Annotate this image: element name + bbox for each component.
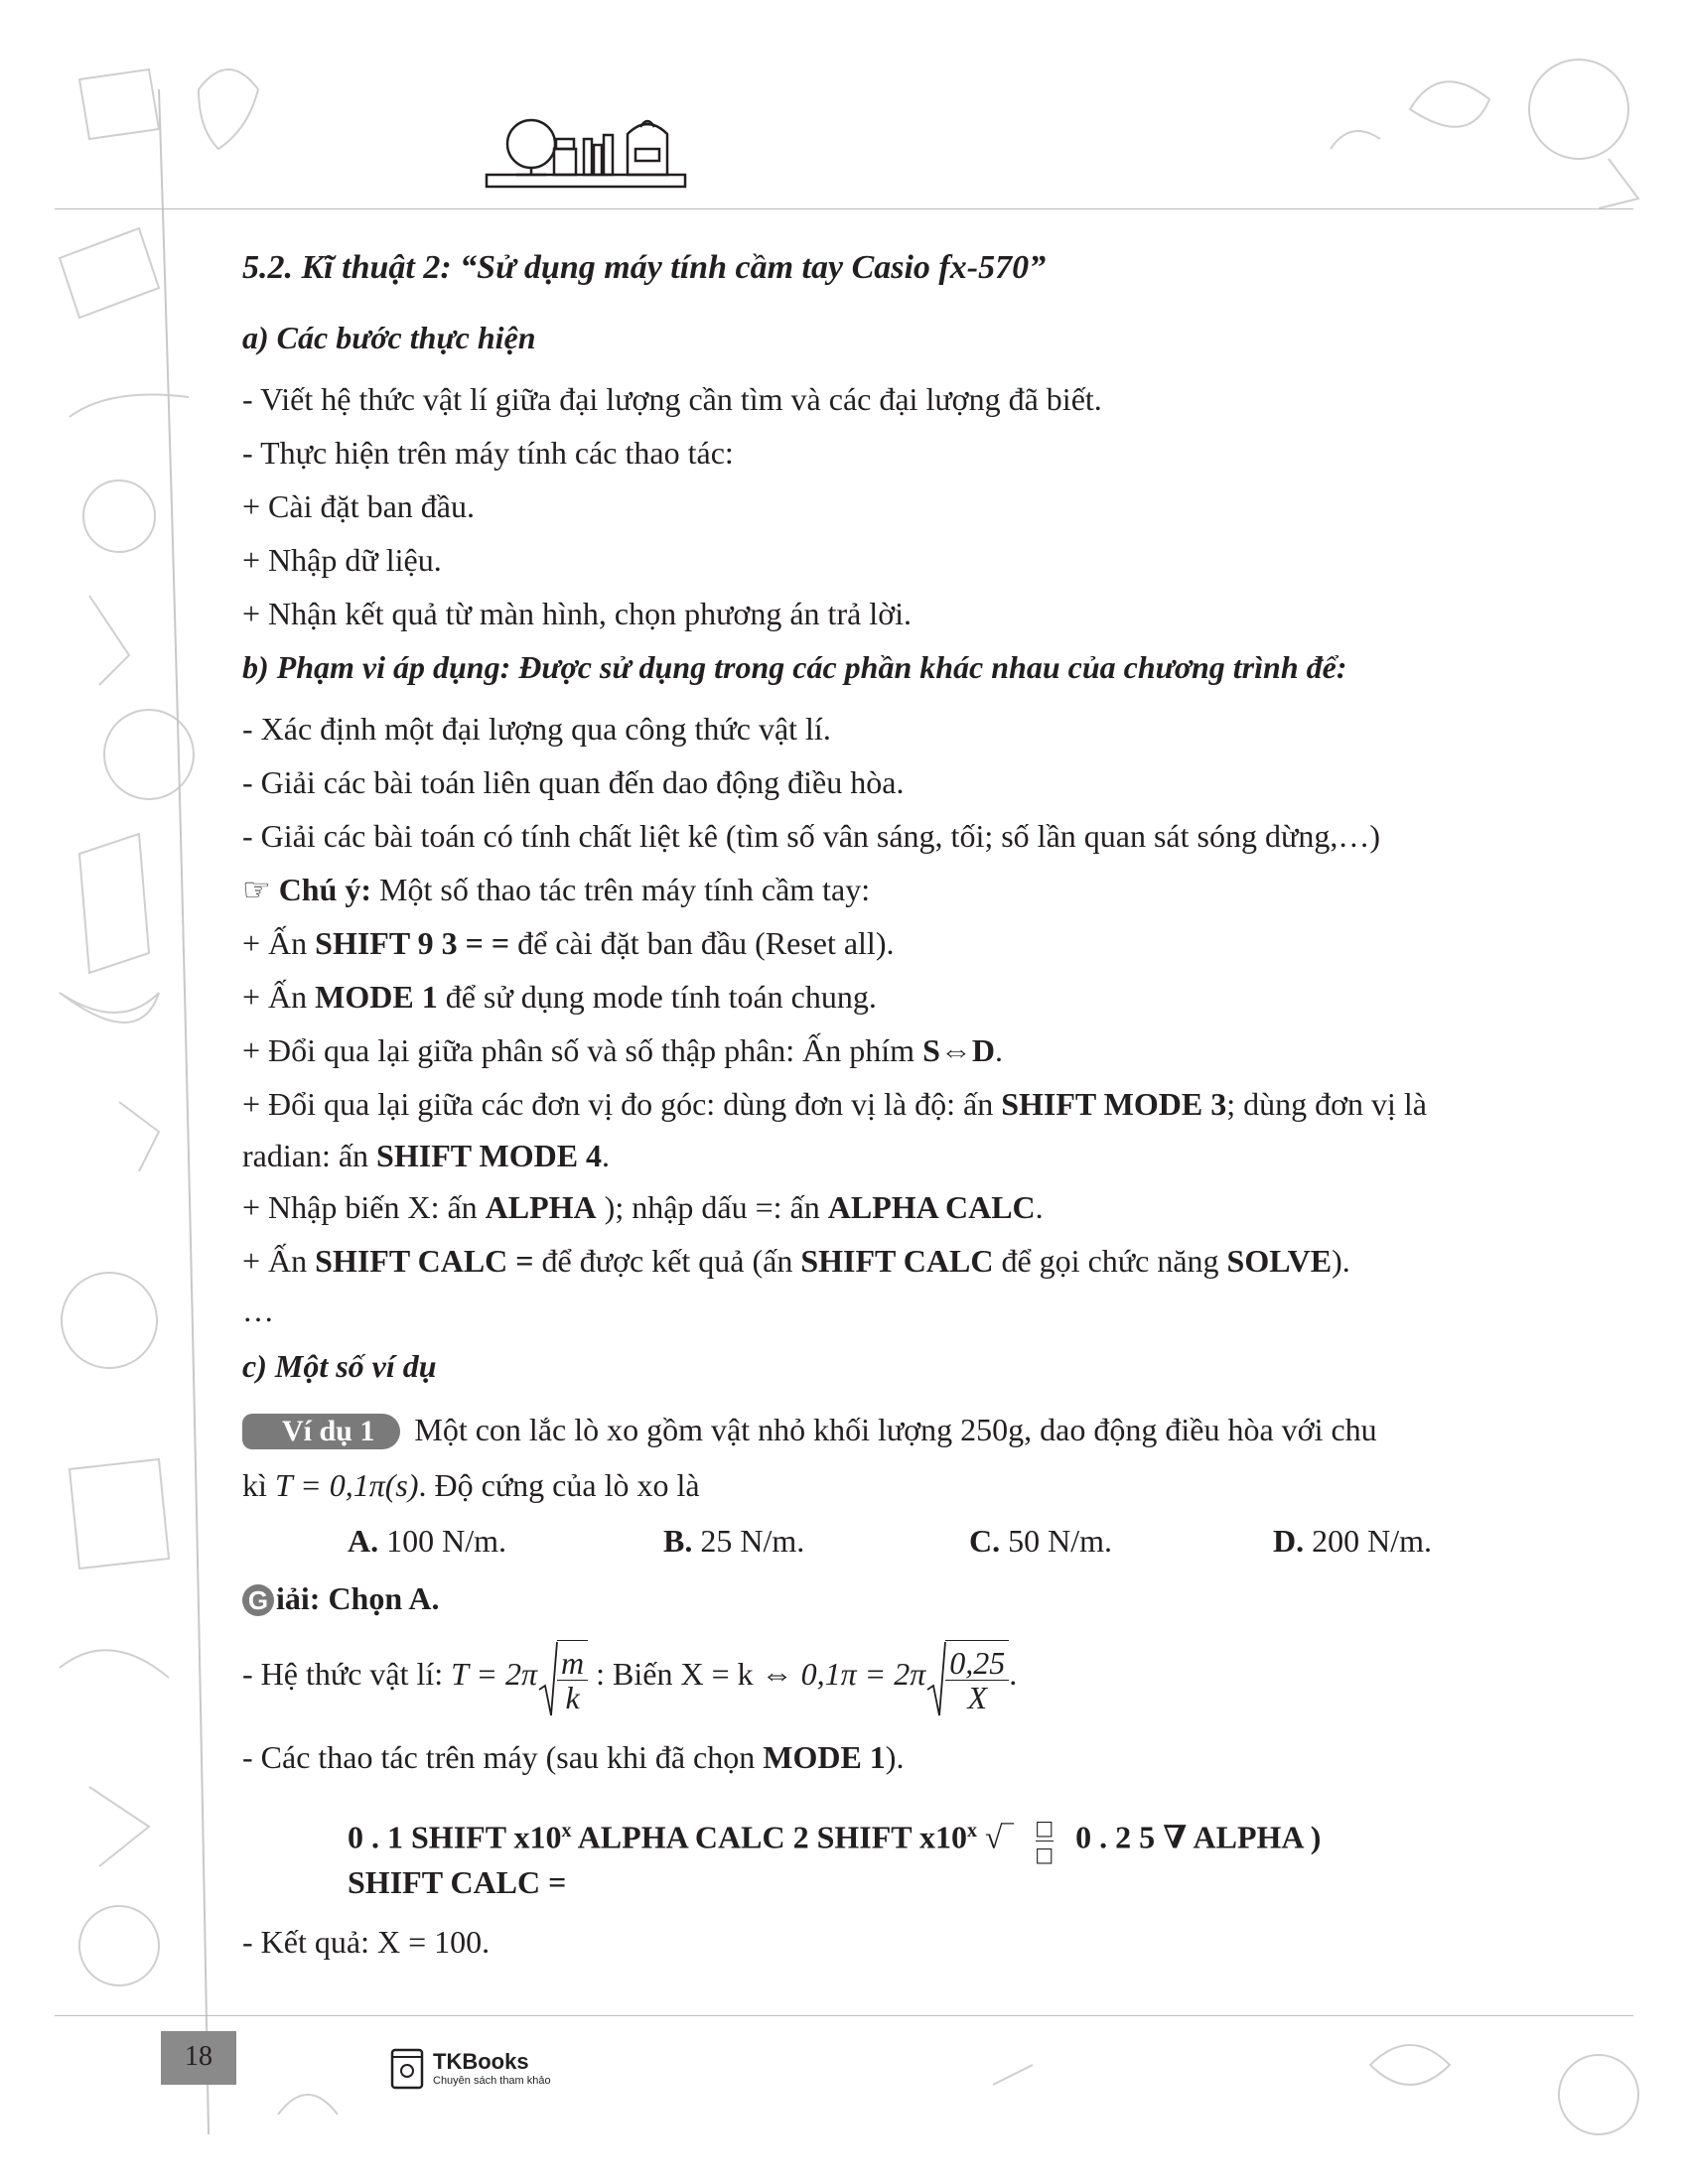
example-line: kì T = 0,1π(s). Độ cứng của lò xo là	[242, 1467, 700, 1503]
bottom-rule	[55, 2015, 1633, 2016]
page-number: 18	[161, 2031, 236, 2085]
example-line: Ví dụ 1 Một con lắc lò xo gồm vật nhỏ khối lượng 250g, dao động điều hòa với chu	[242, 1410, 1377, 1449]
step-item: + Nhập dữ liệu.	[242, 542, 442, 578]
solution-g-icon: G	[242, 1584, 274, 1616]
note-item: + Ấn SHIFT 9 3 = = để cài đặt ban đầu (Reset all).	[242, 925, 895, 961]
note-item: + Nhập biến X: ấn ALPHA ); nhập dấu =: ấn ALPHA CALC.	[242, 1189, 1044, 1225]
scope-item: - Giải các bài toán liên quan đến dao động điều hòa.	[242, 764, 905, 800]
formula-line: - Hệ thức vật lí: T = 2π $\frac{m}{k}$ : Biến X = k ⇔ 0,1π = 2π $\frac{0,25}{X}$ .	[242, 1638, 1017, 1714]
note-line: ☞ Chú ý: Một số thao tác trên máy tính cầm tay:	[242, 872, 871, 907]
example-badge: Ví dụ 1	[242, 1414, 400, 1449]
solution-heading: G iải: Chọn A.	[242, 1578, 439, 1618]
result-line: - Kết quả: X = 100.	[242, 1924, 491, 1960]
heading-scope: b) Phạm vi áp dụng: Được sử dụng trong các phần khác nhau của chương trình để:	[242, 649, 1347, 685]
period-formula: T = 0,1π(s)	[274, 1467, 419, 1503]
brand-name: TKBooks	[433, 2049, 529, 2074]
step-item: - Thực hiện trên máy tính các thao tác:	[242, 435, 734, 471]
step-item: + Cài đặt ban đầu.	[242, 488, 475, 524]
brand-tagline: Chuyên sách tham khảo	[433, 2075, 551, 2087]
section-title: 5.2. Kĩ thuật 2: “Sử dụng máy tính cầm tay Casio fx-570”	[242, 249, 1047, 286]
pointing-hand-icon: ☞	[242, 872, 271, 907]
note-item: + Đổi qua lại giữa các đơn vị đo góc: dùng đơn vị là độ: ấn SHIFT MODE 3; dùng đơn vị là radian: ấn SHIFT MODE 4.	[242, 1086, 1427, 1173]
ellipsis: …	[242, 1293, 274, 1328]
key-sequence-1: 0 . 1 SHIFT x10$^x$ ALPHA CALC 2 SHIFT x10$^x$ √‾ □ □ 0 . 2 5 ∇ ALPHA )	[348, 1815, 1322, 1866]
top-rule	[55, 208, 1633, 209]
heading-steps: a) Các bước thực hiện	[242, 320, 536, 355]
step-item: - Viết hệ thức vật lí giữa đại lượng cần tìm và các đại lượng đã biết.	[242, 381, 1102, 417]
scope-item: - Giải các bài toán có tính chất liệt kê (tìm số vân sáng, tối; số lần quan sát sóng dừng,…)	[242, 818, 1380, 854]
option-d: D. 200 N/m.	[1273, 1523, 1432, 1559]
option-b: B. 25 N/m.	[663, 1523, 805, 1559]
sqrt-025-over-x: $\frac{0,25}{X}$	[925, 1640, 1009, 1714]
note-item: + Đổi qua lại giữa phân số và số thập phân: Ấn phím S⇔D.	[242, 1032, 1003, 1068]
option-c: C. 50 N/m.	[969, 1523, 1112, 1559]
note-label: Chú ý:	[278, 872, 372, 907]
book-logo-icon	[389, 2047, 427, 2091]
step-item: + Nhận kết quả từ màn hình, chọn phương án trả lời.	[242, 596, 912, 631]
steps-line: - Các thao tác trên máy (sau khi đã chọn MODE 1).	[242, 1739, 905, 1775]
heading-examples: c) Một số ví dụ	[242, 1348, 437, 1384]
note-item: + Ấn SHIFT CALC = để được kết quả (ấn SHIFT CALC để gọi chức năng SOLVE).	[242, 1243, 1350, 1279]
scope-item: - Xác định một đại lượng qua công thức vật lí.	[242, 711, 831, 747]
fraction-key-icon: □ □	[1035, 1815, 1055, 1866]
key-sequence-2: SHIFT CALC =	[348, 1864, 567, 1900]
note-item: + Ấn MODE 1 để sử dụng mode tính toán chung.	[242, 979, 877, 1015]
option-a: A. 100 N/m.	[348, 1523, 506, 1559]
sqrt-m-over-k: $\frac{m}{k}$	[537, 1640, 588, 1714]
